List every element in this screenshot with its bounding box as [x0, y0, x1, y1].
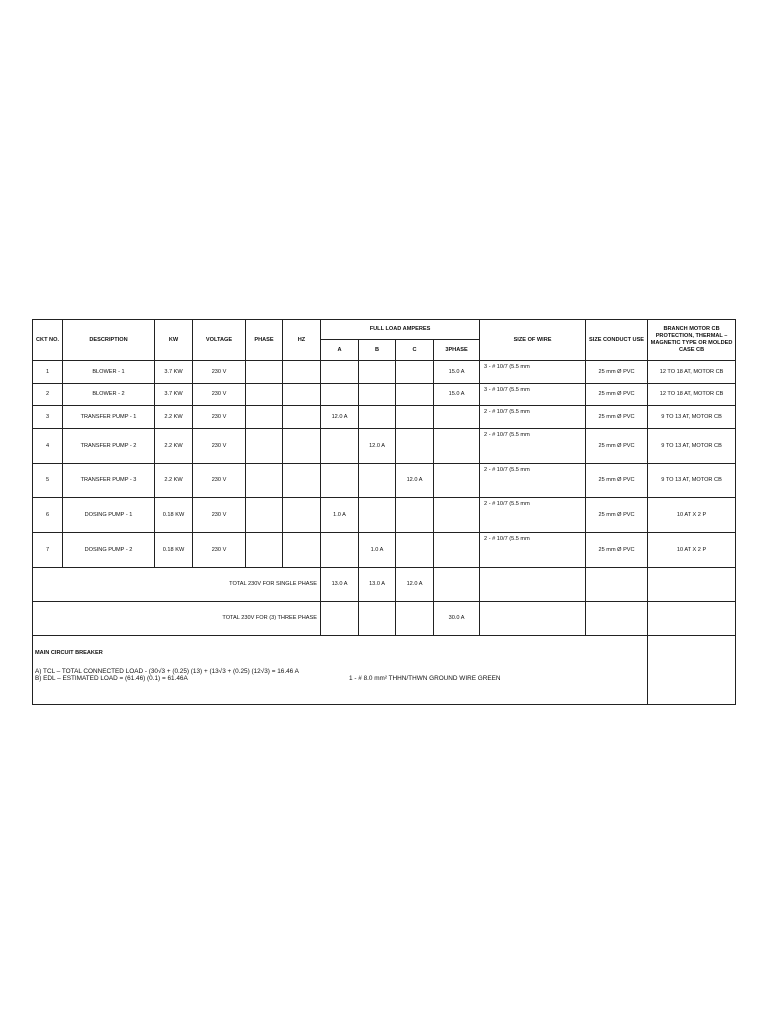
cell-branch-cb: 12 TO 18 AT, MOTOR CB	[648, 384, 736, 406]
cell-wire-size: 2 - # 10/7 (5.5 mm	[480, 464, 586, 498]
ground-wire-note: 1 - # 8.0 mm² THHN/THWN GROUND WIRE GREEN	[349, 674, 501, 682]
cell-voltage: 230 V	[193, 429, 246, 464]
table-row	[33, 464, 736, 498]
table-row	[33, 384, 736, 406]
cell-description: TRANSFER PUMP - 2	[63, 429, 155, 464]
cell-amp-b: 1.0 A	[359, 533, 396, 567]
tcl-line: A) TCL – TOTAL CONNECTED LOAD - (30√3 + (0.25) (13) + (13√3 + (0.25) (12√3) = 16.46 A	[35, 667, 299, 675]
cell-kw: 2.2 KW	[155, 429, 193, 464]
cell-hz	[283, 464, 321, 498]
total-single-cb	[648, 567, 736, 601]
cell-voltage: 230 V	[193, 384, 246, 406]
cell-branch-cb: 12 TO 18 AT, MOTOR CB	[648, 361, 736, 384]
cell-amp-3phase: 15.0 A	[434, 361, 480, 384]
cell-amp-3phase	[434, 498, 480, 533]
cell-ckt-no: 4	[33, 429, 63, 464]
cell-amp-a	[321, 361, 359, 384]
cell-amp-b	[359, 361, 396, 384]
cell-amp-c	[396, 406, 434, 429]
cell-ckt-no: 2	[33, 384, 63, 406]
cell-kw: 2.2 KW	[155, 464, 193, 498]
total-single-c: 12.0 A	[396, 567, 434, 601]
cell-voltage: 230 V	[193, 406, 246, 429]
cell-description: DOSING PUMP - 2	[63, 533, 155, 567]
total-single-wire	[480, 567, 586, 601]
cell-kw: 3.7 KW	[155, 384, 193, 406]
total-single-b: 13.0 A	[359, 567, 396, 601]
cell-wire-size: 2 - # 10/7 (5.5 mm	[480, 533, 586, 567]
edl-line: B) EDL – ESTIMATED LOAD = (61.46) (0.1) = 61.46A	[35, 674, 188, 682]
header-row-1	[33, 320, 736, 340]
header-description: DESCRIPTION	[63, 320, 155, 361]
total-three-phase-label: TOTAL 230V FOR (3) THREE PHASE	[33, 601, 321, 635]
main-breaker-cb	[648, 635, 736, 704]
cell-amp-c	[396, 429, 434, 464]
cell-hz	[283, 361, 321, 384]
cell-description: BLOWER - 1	[63, 361, 155, 384]
cell-voltage: 230 V	[193, 361, 246, 384]
total-three-cb	[648, 601, 736, 635]
total-three-b	[359, 601, 396, 635]
cell-branch-cb: 9 TO 13 AT, MOTOR CB	[648, 429, 736, 464]
cell-phase	[246, 361, 283, 384]
cell-ckt-no: 1	[33, 361, 63, 384]
header-voltage: VOLTAGE	[193, 320, 246, 361]
cell-conduit-size: 25 mm Ø PVC	[586, 464, 648, 498]
cell-ckt-no: 7	[33, 533, 63, 567]
cell-ckt-no: 5	[33, 464, 63, 498]
header-b: B	[359, 340, 396, 361]
cell-conduit-size: 25 mm Ø PVC	[586, 498, 648, 533]
table-row	[33, 429, 736, 464]
cell-hz	[283, 406, 321, 429]
cell-amp-a	[321, 533, 359, 567]
table-row	[33, 533, 736, 567]
cell-amp-b	[359, 406, 396, 429]
cell-wire-size: 3 - # 10/7 (5.5 mm	[480, 384, 586, 406]
total-three-a	[321, 601, 359, 635]
cell-wire-size: 2 - # 10/7 (5.5 mm	[480, 498, 586, 533]
cell-amp-3phase	[434, 464, 480, 498]
total-three-conduit	[586, 601, 648, 635]
cell-ckt-no: 6	[33, 498, 63, 533]
cell-description: TRANSFER PUMP - 3	[63, 464, 155, 498]
cell-phase	[246, 498, 283, 533]
cell-voltage: 230 V	[193, 533, 246, 567]
cell-kw: 0.18 KW	[155, 533, 193, 567]
cell-amp-a: 1.0 A	[321, 498, 359, 533]
cell-amp-c	[396, 533, 434, 567]
cell-branch-cb: 9 TO 13 AT, MOTOR CB	[648, 464, 736, 498]
cell-description: TRANSFER PUMP - 1	[63, 406, 155, 429]
cell-amp-c	[396, 361, 434, 384]
total-three-wire	[480, 601, 586, 635]
cell-amp-c: 12.0 A	[396, 464, 434, 498]
header-size-of-wire: SIZE OF WIRE	[480, 320, 586, 361]
header-kw: KW	[155, 320, 193, 361]
cell-hz	[283, 533, 321, 567]
table-row	[33, 361, 736, 384]
cell-amp-b: 12.0 A	[359, 429, 396, 464]
main-breaker-title: MAIN CIRCUIT BREAKER	[35, 649, 103, 656]
cell-phase	[246, 464, 283, 498]
cell-amp-b	[359, 498, 396, 533]
header-c: C	[396, 340, 434, 361]
main-breaker-row	[33, 635, 736, 704]
table-row	[33, 406, 736, 429]
cell-amp-a: 12.0 A	[321, 406, 359, 429]
cell-voltage: 230 V	[193, 498, 246, 533]
cell-wire-size: 2 - # 10/7 (5.5 mm	[480, 406, 586, 429]
cell-phase	[246, 384, 283, 406]
cell-phase	[246, 406, 283, 429]
cell-amp-c	[396, 384, 434, 406]
total-single-phase-row	[33, 567, 736, 601]
total-single-3phase	[434, 567, 480, 601]
cell-conduit-size: 25 mm Ø PVC	[586, 406, 648, 429]
cell-branch-cb: 9 TO 13 AT, MOTOR CB	[648, 406, 736, 429]
cell-voltage: 230 V	[193, 464, 246, 498]
cell-hz	[283, 429, 321, 464]
cell-amp-c	[396, 498, 434, 533]
cell-kw: 3.7 KW	[155, 361, 193, 384]
cell-amp-b	[359, 384, 396, 406]
cell-description: BLOWER - 2	[63, 384, 155, 406]
total-three-phase-row	[33, 601, 736, 635]
cell-conduit-size: 25 mm Ø PVC	[586, 361, 648, 384]
cell-hz	[283, 498, 321, 533]
cell-amp-a	[321, 384, 359, 406]
total-single-a: 13.0 A	[321, 567, 359, 601]
cell-branch-cb: 10 AT X 2 P	[648, 533, 736, 567]
header-a: A	[321, 340, 359, 361]
cell-hz	[283, 384, 321, 406]
cell-phase	[246, 533, 283, 567]
cell-amp-3phase: 15.0 A	[434, 384, 480, 406]
cell-ckt-no: 3	[33, 406, 63, 429]
cell-amp-3phase	[434, 533, 480, 567]
load-schedule-table	[32, 319, 736, 705]
main-breaker-notes	[33, 635, 648, 704]
total-three-c	[396, 601, 434, 635]
cell-kw: 2.2 KW	[155, 406, 193, 429]
cell-amp-a	[321, 429, 359, 464]
header-full-load-amperes: FULL LOAD AMPERES	[321, 320, 480, 340]
cell-branch-cb: 10 AT X 2 P	[648, 498, 736, 533]
cell-conduit-size: 25 mm Ø PVC	[586, 384, 648, 406]
header-ckt-no: CKT NO.	[33, 320, 63, 361]
cell-phase	[246, 429, 283, 464]
cell-wire-size: 3 - # 10/7 (5.5 mm	[480, 361, 586, 384]
total-single-phase-label: TOTAL 230V FOR SINGLE PHASE	[33, 567, 321, 601]
total-single-conduit	[586, 567, 648, 601]
cell-amp-3phase	[434, 406, 480, 429]
cell-wire-size: 2 - # 10/7 (5.5 mm	[480, 429, 586, 464]
cell-conduit-size: 25 mm Ø PVC	[586, 533, 648, 567]
header-branch-cb: BRANCH MOTOR CB PROTECTION, THERMAL – MAGNETIC TYPE OR MOLDED CASE CB	[648, 320, 736, 361]
header-3phase: 3PHASE	[434, 340, 480, 361]
cell-amp-3phase	[434, 429, 480, 464]
header-hz: HZ	[283, 320, 321, 361]
cell-description: DOSING PUMP - 1	[63, 498, 155, 533]
cell-amp-b	[359, 464, 396, 498]
cell-kw: 0.18 KW	[155, 498, 193, 533]
cell-conduit-size: 25 mm Ø PVC	[586, 429, 648, 464]
total-three-3phase: 30.0 A	[434, 601, 480, 635]
table-row	[33, 498, 736, 533]
header-phase: PHASE	[246, 320, 283, 361]
cell-amp-a	[321, 464, 359, 498]
header-size-conduct-use: SIZE CONDUCT USE	[586, 320, 648, 361]
